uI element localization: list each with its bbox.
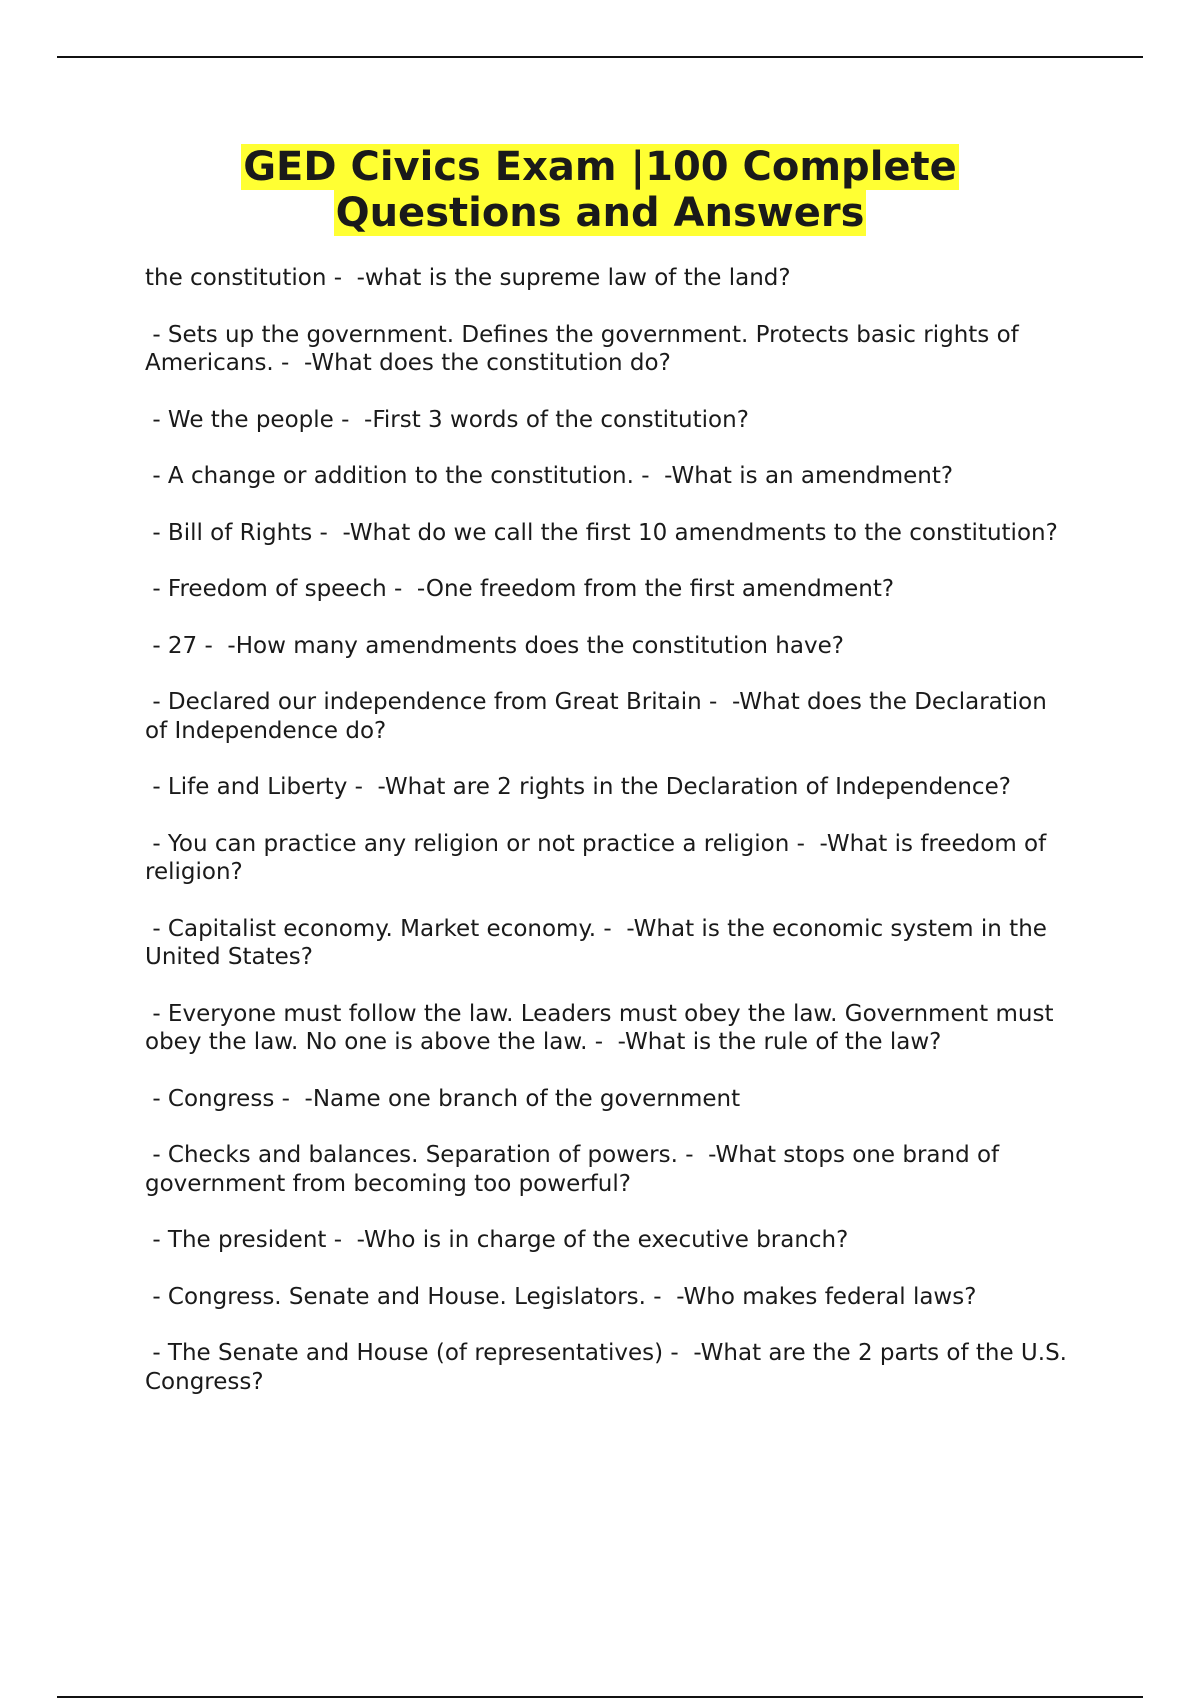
footer-rule — [57, 1696, 1143, 1698]
title-line-1: GED Civics Exam |100 Complete — [243, 144, 957, 190]
qa-item: - Capitalist economy. Market economy. - -What is the economic system in the United States? — [145, 915, 1055, 970]
qa-item: - We the people - -First 3 words of the constitution? — [145, 406, 749, 433]
qa-item: - Sets up the government. Defines the government. Protects basic rights of Americans. - -What does the constitution do? — [145, 321, 1027, 376]
qa-item: - The president - -Who is in charge of the executive branch? — [145, 1227, 849, 1253]
qa-item: - The Senate and House (of representatives) - -What are the 2 parts of the U.S. Congress? — [145, 1340, 1075, 1395]
qa-item: - Checks and balances. Separation of powers. - -What stops one brand of government from becoming too powerful? — [145, 1142, 1007, 1197]
qa-item: - Everyone must follow the law. Leaders must obey the law. Government must obey the law. No one is above the law. - -What is the rule of the law? — [145, 1000, 1061, 1055]
qa-item: the constitution - -what is the supreme law of the land? — [145, 265, 791, 291]
title-line-2: Questions and Answers — [335, 190, 865, 236]
qa-item: - Life and Liberty - -What are 2 rights in the Declaration of Independence? — [145, 774, 1011, 800]
qa-item: - A change or addition to the constitution. - -What is an amendment? — [145, 463, 954, 489]
qa-item: - Congress - -Name one branch of the government — [145, 1085, 741, 1112]
page-title — [0, 144, 1200, 236]
qa-item: - Congress. Senate and House. Legislators. - -Who makes federal laws? — [145, 1283, 977, 1310]
qa-list — [145, 264, 1075, 1424]
qa-item: - You can practice any religion or not practice a religion - -What is freedom of religion? — [145, 830, 1054, 885]
qa-item: - Declared our independence from Great Britain - -What does the Declaration of Independence do? — [145, 689, 1055, 744]
header-rule — [57, 56, 1143, 58]
qa-item: - 27 - -How many amendments does the constitution have? — [145, 632, 844, 659]
qa-item: - Bill of Rights - -What do we call the first 10 amendments to the constitution? — [145, 519, 1058, 546]
qa-item: - Freedom of speech - -One freedom from the first amendment? — [145, 576, 895, 602]
